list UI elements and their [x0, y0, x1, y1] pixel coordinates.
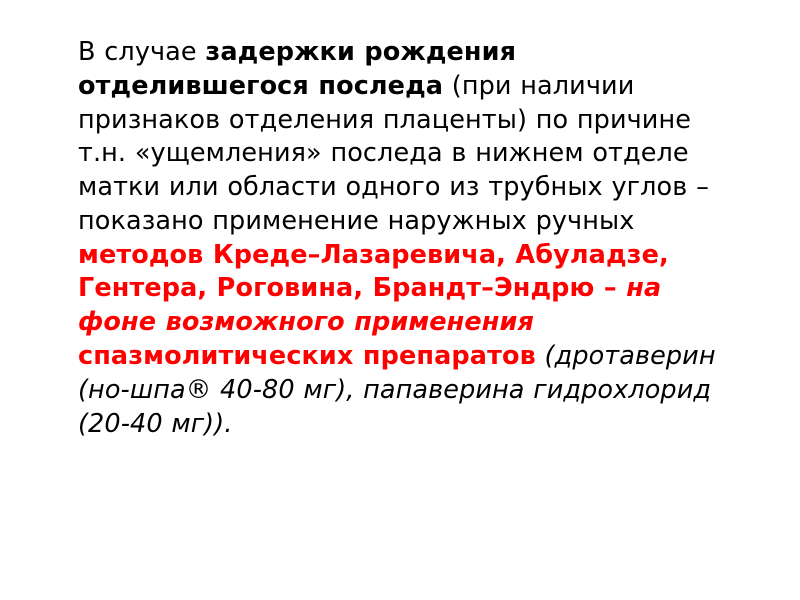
text-segment-bold-emphasis: задержки рождения отделившегося последа [78, 37, 517, 101]
text-segment-methods-red: методов Креде–Лазаревича, Абуладзе, Гентера, Роговина, Брандт–Эндрю – [78, 239, 669, 304]
text-segment-condition-red-italic: на фоне возможного применения [78, 273, 662, 338]
slide-paragraph [78, 36, 738, 441]
text-segment-intro: В случае [78, 37, 206, 67]
text-segment-dosage-italic: (дротаверин (но-шпа® 40-80 мг), папаверина гидрохлорид (20-40 мг)). [78, 341, 716, 439]
slide-body-text-block [78, 36, 738, 441]
text-segment-drugs-red: спазмолитических препаратов [78, 341, 536, 372]
text-segment-main: (при наличии признаков отделения плаценты) по причине т.н. «ущемления» последа в нижнем отделе матки или области одного из трубных углов – показано применение наружных ручных [78, 70, 709, 236]
